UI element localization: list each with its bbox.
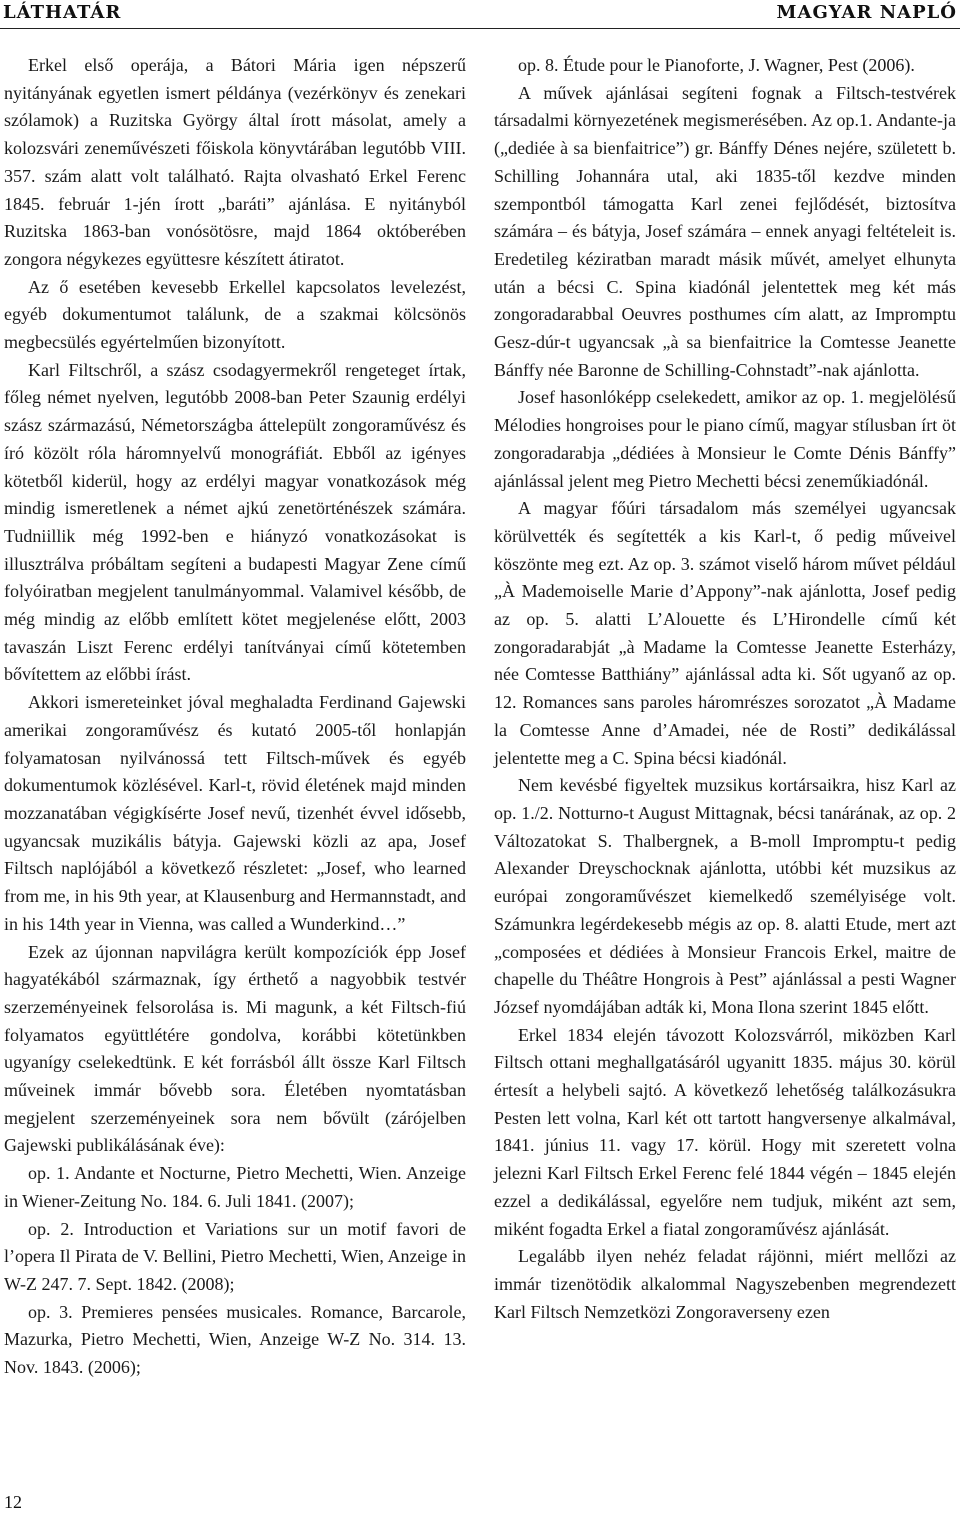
paragraph: Josef hasonlóképp cselekedett, amikor az op. 1. megjelölésű Mélodies hongroises pour le piano című, magyar stílusban írt öt zongoradarabja „dédiées à Monsieur le Comte Dénis Bánffy” ajánlással jelent meg Pietro Mechetti bécsi zeneműkiadónál. <box>494 387 956 491</box>
paragraph: Akkori ismereteinket jóval meghaladta Ferdinand Gajewski amerikai zongoraművész és kutató 2005-től honlapján folyamatosan nyilvánossá tett Filtsch-művek és egyéb dokumentumok közlésével. Karl-t, rövid életének majd minden mozzanatában végigkísérte Josef nevű, tizenhét évvel idősebb, ugyancsak muzikális bátyja. Gajewski közli az apa, Josef Filtsch naplójából a következő részletet: „Josef, who learned from me, in his 9th year, at Klausenburg and Hermannstadt, and in his 14th year in Vienna, was called a Wunderkind…” <box>4 692 466 934</box>
paragraph: Erkel első operája, a Bátori Mária igen népszerű nyitányának egyetlen ismert példánya (vezérkönyv és zenekari szólamok) a Ruzitska György által írott másolat, amely a kolozsvári zeneművészeti főiskola könyvtárában legutóbb VIII. 357. szám alatt volt található. Rajta olvasható Erkel Ferenc 1845. február 1-jén írott „baráti” ajánlása. E nyitányból Ruzitska 1863-ban vonósötösre, majd 1864 októberében zongora négykezes együttesre készített átiratot. <box>4 55 466 269</box>
paragraph: Legalább ilyen nehéz feladat rájönni, miért mellőzi az immár tizenötödik alkalommal Nagyszebenben megrendezett Karl Filtsch Nemzetközi Zongoraverseny ezen <box>494 1246 956 1322</box>
right-column <box>494 52 956 1326</box>
left-column <box>4 52 466 1382</box>
section-title: LÁTHATÁR <box>3 2 122 23</box>
magazine-title: MAGYAR NAPLÓ <box>776 2 957 23</box>
opus-list-item: op. 2. Introduction et Variations sur un motif favori de l’opera Il Pirata de V. Bellini, Pietro Mechetti, Wien, Anzeige in W-Z 247. 7. Sept. 1842. (2008); <box>4 1218 466 1294</box>
page-header <box>0 0 960 30</box>
paragraph: Erkel 1834 elején távozott Kolozsvárról, miközben Karl Filtsch ottani meghallgatásáról ugyanitt 1835. május 30. körül értesít a helybeli sajtó. A következő lehetőség találkozásukra Pesten lett volna, Karl két ott tartott hangversenye alkalmával, 1841. június 11. vagy 17. körül. Hogy mit szeretett volna jelezni Karl Filtsch Erkel Ferenc felé 1844 végén – 1845 elején ezzel a dedikálással, egyelőre nem tudjuk, miként azt sem, miként fogadta Erkel a fiatal zongoraművész ajánlását. <box>494 1024 956 1239</box>
paragraph: Az ő esetében kevesebb Erkellel kapcsolatos levelezést, egyéb dokumentumot találunk, de a szakmai kölcsönös megbecsülés egyértelműen bizonyított. <box>4 276 466 353</box>
paragraph: Karl Filtschről, a szász csodagyermekről rengeteget írtak, főleg német nyelven, legutóbb 2008-ban Peter Szaunig erdélyi szász származású, Németországba áttelepült zongoraművész és író közölt róla háromnyelvű monográfiát. Ebből az igényes kötetből kiderül, hogy az erdélyi magyar vonatkozások még mindig ismeretlenek a német ajkú zenetörténészek számára. Tudniillik még 1992-ben e hiányzó vonatkozásokat is illusztrálva próbáltam segíteni a budapesti Magyar Zene című folyóiratban megjelent tanulmányommal. Valamivel később, de még mindig az előbb említett kötet megjelenése előtt, 2003 tavaszán Liszt Ferenc erdélyi tanítványai című kötetemben bővítettem az előbbi írást. <box>4 359 466 685</box>
paragraph: A művek ajánlásai segíteni fognak a Filtsch-testvérek társadalmi környezetének megismerésében. Az op.1. Andante-ja („dediée à sa bienfaitrice”) gr. Bánffy Dénes nejére, született b. Schilling Johannára utal, aki 1835-től kezdve minden szempontból támogatta Karl zenei fejlődését, biztosítva számára – és bátyja, Josef számára – ennek anyagi feltételeit is. Eredetileg kéziratban maradt másik művét, amelyet elhunyta után a bécsi C. Spina kiadónál jelentettek meg két más zongoradarabbal Oeuvres posthumes cím alatt, az Impromptu Gesz-dúr-t ugyancsak „à sa bienfaitrice la Comtesse Jeanette Bánffy née Baronne de Schilling-Cohnstadt”-nak ajánlotta. <box>494 82 956 380</box>
paragraph: A magyar főúri társadalom más személyei ugyancsak körülvették és segítették a kis Karl-t, ő pedig műveivel köszönte meg ezt. Az op. 3. számot viselő három művet például „À Mademoiselle Marie d’Appony”-nak ajánlotta, Josef pedig az op. 5. alatti L’Alouette és L’Hirondelle című két zongoradarabját „à Madame la Comtesse Jeanette Esterházy, née Comtesse Batthiány” ajánlással adta ki. Sőt ugyanő az op. 12. Romances sans paroles háromrészes sorozatot „À Madame la Comtesse Anne d’Amadei, née de Rosti” dedikálással jelentette meg a C. Spina bécsi kiadónál. <box>494 498 956 768</box>
paragraph: Ezek az újonnan napvilágra került kompozíciók épp Josef hagyatékából származnak, így érthető a nagyobbik testvér szerzeményeinek felsorolása is. Mi magunk, a két Filtsch-fiú folyamatos együttlétére gondolva, korábbi kötetünkben ugyanígy cselekedtünk. E két forrásból állt össze Karl Filtsch műveinek immár bővebb sora. Életében nyomtatásban megjelent szerzeményeinek sora nem bővült (zárójelben Gajewski publikálásának éve): <box>4 941 466 1156</box>
header-rule <box>0 28 960 29</box>
page-number: 12 <box>4 1492 22 1512</box>
opus-list-item: op. 1. Andante et Nocturne, Pietro Mechetti, Wien. Anzeige in Wiener-Zeitung No. 184. 6. Juli 1841. (2007); <box>4 1163 466 1211</box>
paragraph: Nem kevésbé figyeltek muzsikus kortársaikra, hisz Karl az op. 1./2. Notturno-t August Mittagnak, bécsi tanárának, az op. 2 Változatokat S. Thalbergnek, a B-moll Impromptu-t pedig Alexander Dreyschocknak ajánlotta, utóbbi két muzsikus az európai zongoraművészet kiemelkedő személyisége volt. Számunkra legérdekesebb mégis az op. 8. alatti Etude, mert azt „composées et dédiées à Monsieur Francois Erkel, maitre de chapelle du Théâtre Hongrois à Pest” ajánlással a pesti Wagner József nyomdájában adták ki, Mona Ilona szerint 1845 előtt. <box>494 775 956 1017</box>
opus-list-item: op. 3. Premieres pensées musicales. Romance, Barcarole, Mazurka, Pietro Mechetti, Wien, Anzeige W-Z No. 314. 13. Nov. 1843. (2006); <box>4 1301 466 1378</box>
opus-list-item: op. 8. Étude pour le Pianoforte, J. Wagner, Pest (2006). <box>518 55 915 75</box>
